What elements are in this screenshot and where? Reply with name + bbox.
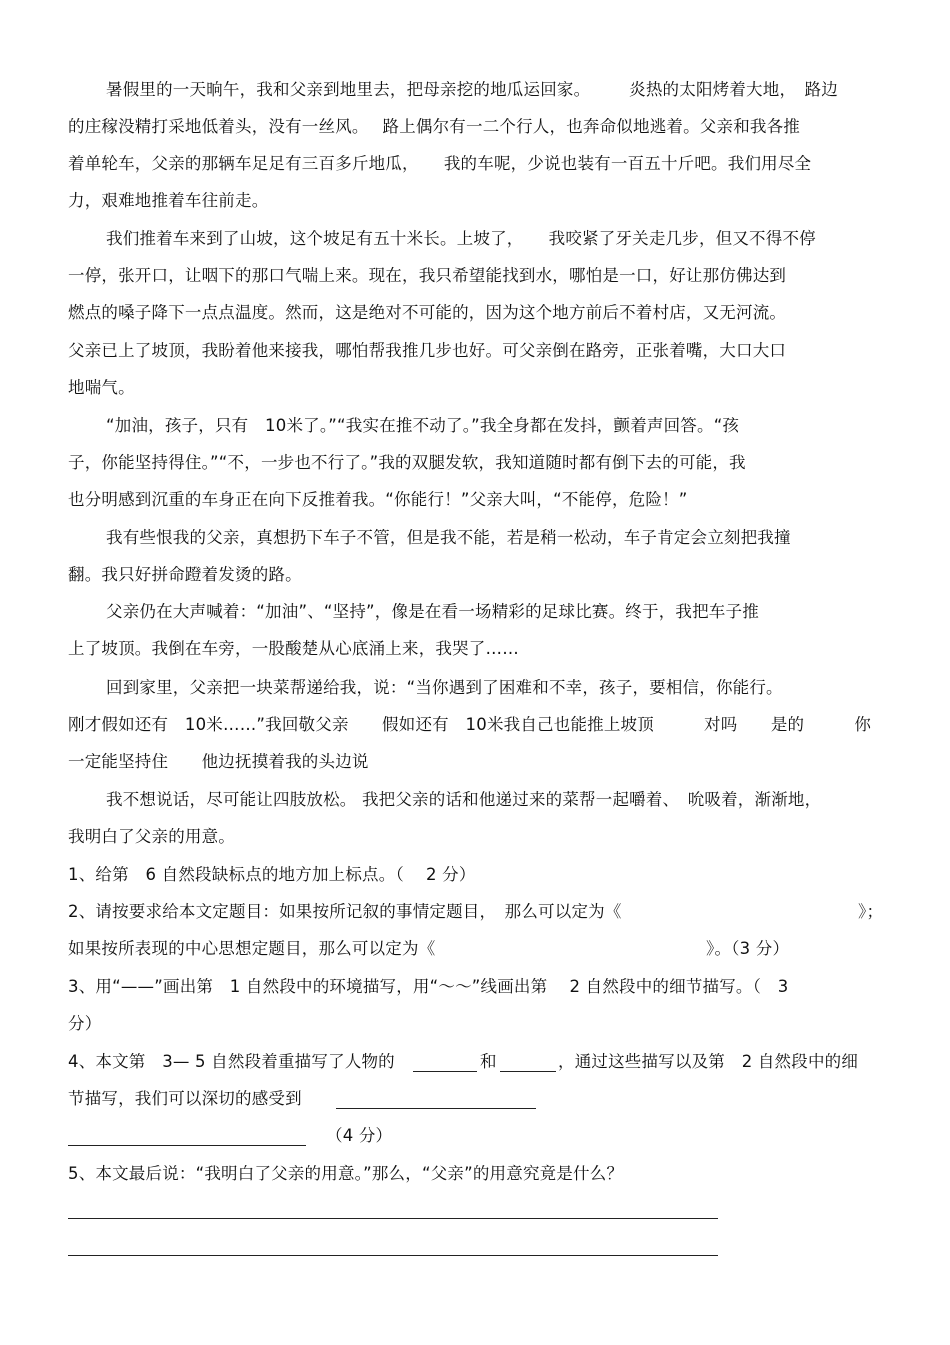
answer-blank-4c[interactable] (336, 1108, 536, 1109)
question-4-line1-end: ，通过这些描写以及第 2 自然段中的细 (558, 1052, 859, 1071)
question-2-line1: 2、请按要求给本文定题目：如果按所记叙的事情定题目， 那么可以定为《 (68, 902, 622, 921)
question-4-and: 和 (480, 1052, 497, 1071)
para3-line2: 子，你能坚持得住。”“不，一步也不行了。”我的双腿发软，我知道随时都有倒下去的可能，我 (68, 453, 746, 472)
question-3-line2: 分） (68, 1014, 102, 1033)
para1-line4: 力，艰难地推着车往前走。 (68, 191, 269, 210)
question-4-line1: 4、本文第 3— 5 自然段着重描写了人物的 (68, 1052, 395, 1071)
para5-line1: 父亲仍在大声喊着：“加油”、“坚持”，像是在看一场精彩的足球比赛。终于，我把车子推 (106, 602, 759, 621)
para2-line5: 地喘气。 (68, 378, 135, 397)
question-3-line1: 3、用“——”画出第 1 自然段中的环境描写，用“～～”线画出第 2 自然段中的细节描写。（ 3 (68, 977, 789, 996)
question-5: 5、本文最后说：“我明白了父亲的用意。”那么，“父亲”的用意究竟是什么？ (68, 1164, 624, 1183)
para2-line1: 我们推着车来到了山坡，这个坡足有五十米长。上坡了， 我咬紧了牙关走几步，但又不得不停 (106, 229, 816, 248)
para7-line1: 我不想说话，尽可能让四肢放松。 我把父亲的话和他递过来的菜帮一起嚼着、 吮吸着，渐渐地， (106, 790, 822, 809)
question-4-line2: 节描写，我们可以深切的感受到 (68, 1089, 302, 1108)
para1-line2: 的庄稼没精打采地低着头，没有一丝风。 路上偶尔有一二个行人，也奔命似地逃着。父亲和我各推 (68, 117, 800, 136)
answer-blank-4d[interactable] (68, 1145, 306, 1146)
para3-line1: “加油，孩子，只有 10米了。”“我实在推不动了。”我全身都在发抖，颤着声回答。“孩 (106, 416, 740, 435)
para6-line1: 回到家里，父亲把一块菜帮递给我，说：“当你遇到了困难和不幸，孩子，要相信，你能行。 (106, 678, 783, 697)
answer-blank-4b[interactable] (500, 1071, 556, 1072)
para4-line1: 我有些恨我的父亲，真想扔下车子不管，但是我不能，若是稍一松动，车子肯定会立刻把我撞 (106, 528, 791, 547)
para6-line2: 刚才假如还有 10米……”我回敬父亲 假如还有 10米我自己也能推上坡顶 对吗 是的 你 (68, 715, 872, 734)
para6-line3: 一定能坚持住 他边抚摸着我的头边说 (68, 752, 369, 771)
para7-line2: 我明白了父亲的用意。 (68, 827, 235, 846)
para4-line2: 翻。我只好拼命蹬着发烫的路。 (68, 565, 302, 584)
para2-line2: 一停，张开口，让咽下的那口气喘上来。现在，我只希望能找到水，哪怕是一口，好让那仿佛达到 (68, 266, 787, 285)
answer-line-5b[interactable] (68, 1255, 718, 1256)
para2-line3: 燃点的嗓子降下一点点温度。然而，这是绝对不可能的，因为这个地方前后不着村店，又无河流。 (68, 303, 787, 322)
question-4-score: （4 分） (326, 1126, 393, 1145)
answer-blank-4a[interactable] (413, 1071, 477, 1072)
para2-line4: 父亲已上了坡顶，我盼着他来接我，哪怕帮我推几步也好。可父亲倒在路旁，正张着嘴，大口大口 (68, 341, 787, 360)
para3-line3: 也分明感到沉重的车身正在向下反推着我。“你能行！”父亲大叫，“不能停，危险！” (68, 490, 688, 509)
question-1: 1、给第 6 自然段缺标点的地方加上标点。（ 2 分） (68, 865, 476, 884)
answer-line-5a[interactable] (68, 1218, 718, 1219)
question-2-bracket-close: 》； (858, 902, 884, 921)
para5-line2: 上了坡顶。我倒在车旁，一股酸楚从心底涌上来，我哭了…… (68, 639, 519, 658)
question-2-line2: 如果按所表现的中心思想定题目，那么可以定为《 (68, 939, 436, 958)
question-2-score: 》。（3 分） (706, 939, 790, 958)
para1-line1: 暑假里的一天晌午，我和父亲到地里去，把母亲挖的地瓜运回家。 炎热的太阳烤着大地， 路边 (106, 80, 838, 99)
para1-line3: 着单轮车，父亲的那辆车足足有三百多斤地瓜， 我的车呢，少说也装有一百五十斤吧。我们用尽全 (68, 154, 812, 173)
